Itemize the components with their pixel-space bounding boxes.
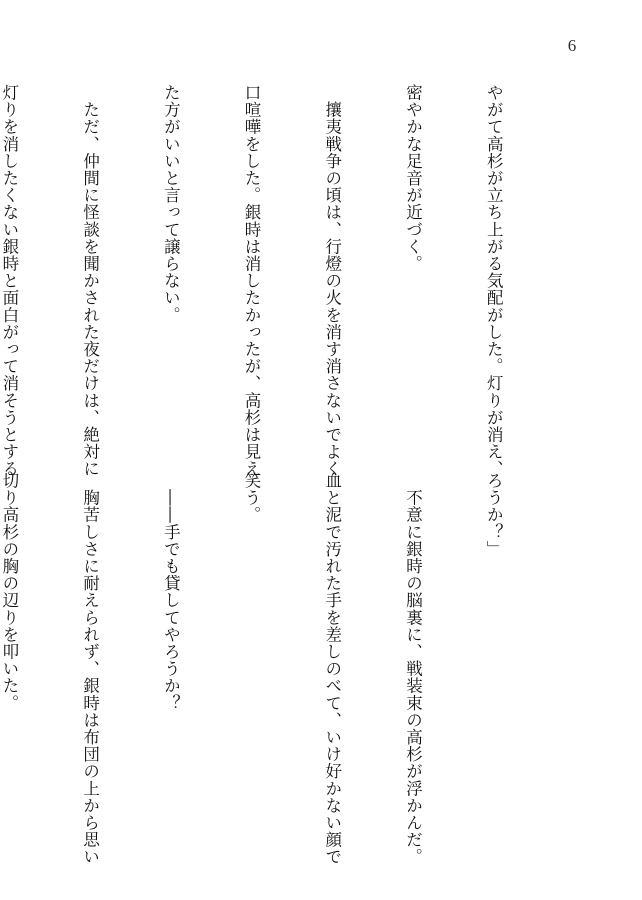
text-line: 笑う。 <box>242 472 262 524</box>
text-line: 口喧嘩をした。銀時は消したかったが、高杉は見え <box>242 84 262 478</box>
text-block-upper <box>0 84 560 478</box>
text-line: た方がいいと言って譲らない。 <box>161 84 181 324</box>
text-line: 不意に銀時の脳裏に、戦装束の高杉が浮かんだ。 <box>403 472 423 866</box>
text-line: ろうか？」 <box>484 472 504 558</box>
page-number: 6 <box>567 36 577 55</box>
text-block-lower <box>0 472 560 866</box>
text-line: やがて高杉が立ち上がる気配がした。灯りが消え、 <box>484 84 504 478</box>
text-line: 灯りを消したくない銀時と面白がって消そうとする <box>0 84 19 478</box>
text-line: 胸苦しさに耐えられず、銀時は布団の上から思い <box>80 472 100 866</box>
text-line: 密やかな足音が近づく。 <box>403 84 423 273</box>
text-line: ただ、仲間に怪談を聞かされた夜だけは、絶対に <box>80 84 100 478</box>
text-line: ――手でも貸してやろうか？ <box>161 472 181 712</box>
text-line: 血と泥で汚れた手を差しのべて、いけ好かない顔で <box>322 472 342 866</box>
text-line: 切り高杉の胸の辺りを叩いた。 <box>0 472 19 712</box>
text-line: 攘夷戦争の頃は、行燈の火を消す消さないでよく <box>322 84 342 478</box>
